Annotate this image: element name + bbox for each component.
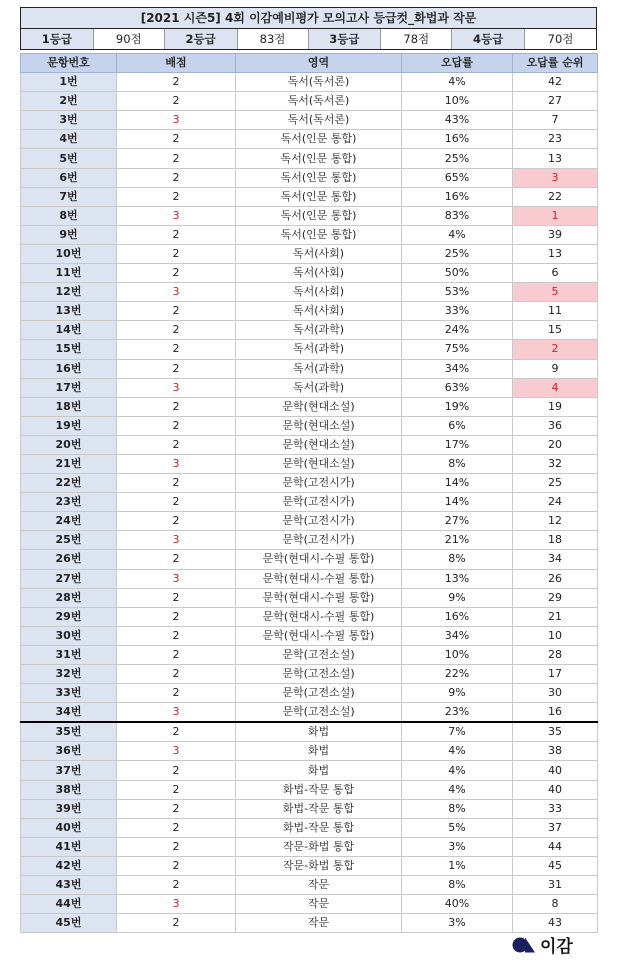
error-rank-cell: 43 — [513, 914, 598, 933]
error-rate-cell: 27% — [402, 512, 513, 531]
table-row — [21, 876, 598, 895]
area-cell: 문학(현대소설) — [236, 435, 402, 454]
error-rate-cell: 3% — [402, 837, 513, 856]
area-cell: 문학(고전시가) — [236, 493, 402, 512]
error-rate-cell: 14% — [402, 493, 513, 512]
error-rank-cell: 42 — [513, 73, 598, 92]
table-row — [21, 225, 598, 244]
table-row — [21, 914, 598, 933]
error-rate-cell: 8% — [402, 876, 513, 895]
error-rank-cell: 26 — [513, 569, 598, 588]
area-cell: 독서(사회) — [236, 264, 402, 283]
error-rank-cell: 27 — [513, 92, 598, 111]
error-rank-cell: 44 — [513, 837, 598, 856]
error-rank-cell: 19 — [513, 397, 598, 416]
column-header: 문항번호 — [21, 54, 117, 73]
error-rate-cell: 10% — [402, 92, 513, 111]
error-rank-cell: 32 — [513, 454, 598, 473]
question-number: 4번 — [21, 130, 117, 149]
question-table — [20, 53, 598, 933]
table-row — [21, 531, 598, 550]
error-rank-cell: 8 — [513, 895, 598, 914]
error-rate-cell: 17% — [402, 435, 513, 454]
question-number: 15번 — [21, 340, 117, 359]
grade-score: 83점 — [238, 29, 309, 49]
area-cell: 독서(인문 통합) — [236, 187, 402, 206]
page-title: [2021 시즌5] 4회 이감예비평가 모의고사 등급컷_화법과 작문 — [20, 7, 597, 28]
question-number: 3번 — [21, 111, 117, 130]
question-number: 2번 — [21, 92, 117, 111]
error-rate-cell: 4% — [402, 225, 513, 244]
table-row — [21, 569, 598, 588]
points-cell: 2 — [117, 225, 236, 244]
question-number: 20번 — [21, 435, 117, 454]
area-cell: 화법-작문 통합 — [236, 818, 402, 837]
area-cell: 독서(사회) — [236, 302, 402, 321]
table-row — [21, 283, 598, 302]
area-cell: 문학(현대소설) — [236, 397, 402, 416]
points-cell: 2 — [117, 264, 236, 283]
table-row — [21, 837, 598, 856]
error-rate-cell: 1% — [402, 856, 513, 875]
points-cell: 3 — [117, 895, 236, 914]
question-number: 41번 — [21, 837, 117, 856]
error-rate-cell: 83% — [402, 206, 513, 225]
error-rank-cell: 2 — [513, 340, 598, 359]
area-cell: 독서(독서론) — [236, 111, 402, 130]
error-rate-cell: 8% — [402, 550, 513, 569]
table-row — [21, 264, 598, 283]
points-cell: 2 — [117, 780, 236, 799]
points-cell: 2 — [117, 684, 236, 703]
column-header: 오답률 — [402, 54, 513, 73]
area-cell: 독서(과학) — [236, 340, 402, 359]
question-number: 27번 — [21, 569, 117, 588]
table-row — [21, 321, 598, 340]
error-rank-cell: 40 — [513, 780, 598, 799]
points-cell: 2 — [117, 130, 236, 149]
question-number: 13번 — [21, 302, 117, 321]
question-number: 36번 — [21, 742, 117, 761]
table-row — [21, 703, 598, 723]
area-cell: 문학(고전시가) — [236, 474, 402, 493]
question-number: 30번 — [21, 626, 117, 645]
points-cell: 3 — [117, 569, 236, 588]
points-cell: 2 — [117, 645, 236, 664]
question-number: 28번 — [21, 588, 117, 607]
error-rank-cell: 12 — [513, 512, 598, 531]
table-row — [21, 187, 598, 206]
error-rate-cell: 10% — [402, 645, 513, 664]
area-cell: 작문 — [236, 914, 402, 933]
question-number: 5번 — [21, 149, 117, 168]
error-rank-cell: 1 — [513, 206, 598, 225]
table-row — [21, 435, 598, 454]
error-rank-cell: 13 — [513, 149, 598, 168]
question-number: 29번 — [21, 607, 117, 626]
error-rate-cell: 65% — [402, 168, 513, 187]
table-row — [21, 340, 598, 359]
error-rank-cell: 31 — [513, 876, 598, 895]
area-cell: 작문-화법 통합 — [236, 856, 402, 875]
error-rate-cell: 9% — [402, 684, 513, 703]
table-body — [21, 73, 598, 933]
table-header-row — [21, 54, 598, 73]
error-rate-cell: 25% — [402, 149, 513, 168]
points-cell: 3 — [117, 531, 236, 550]
error-rank-cell: 36 — [513, 416, 598, 435]
error-rank-cell: 24 — [513, 493, 598, 512]
table-row — [21, 397, 598, 416]
question-number: 25번 — [21, 531, 117, 550]
question-number: 18번 — [21, 397, 117, 416]
error-rate-cell: 40% — [402, 895, 513, 914]
table-row — [21, 722, 598, 742]
area-cell: 독서(사회) — [236, 283, 402, 302]
table-row — [21, 111, 598, 130]
table-row — [21, 454, 598, 473]
grade-label: 2등급 — [165, 29, 238, 49]
error-rate-cell: 4% — [402, 742, 513, 761]
points-cell: 2 — [117, 837, 236, 856]
area-cell: 문학(현대시-수필 통합) — [236, 607, 402, 626]
points-cell: 2 — [117, 321, 236, 340]
question-number: 42번 — [21, 856, 117, 875]
area-cell: 작문 — [236, 895, 402, 914]
table-row — [21, 856, 598, 875]
question-number: 34번 — [21, 703, 117, 723]
points-cell: 2 — [117, 550, 236, 569]
table-row — [21, 168, 598, 187]
area-cell: 독서(인문 통합) — [236, 149, 402, 168]
area-cell: 문학(고전시가) — [236, 531, 402, 550]
table-row — [21, 780, 598, 799]
points-cell: 2 — [117, 722, 236, 742]
area-cell: 문학(고전시가) — [236, 512, 402, 531]
question-number: 32번 — [21, 665, 117, 684]
area-cell: 화법 — [236, 761, 402, 780]
error-rank-cell: 40 — [513, 761, 598, 780]
error-rank-cell: 7 — [513, 111, 598, 130]
error-rank-cell: 9 — [513, 359, 598, 378]
question-number: 10번 — [21, 244, 117, 263]
error-rate-cell: 33% — [402, 302, 513, 321]
grade-score: 70점 — [525, 29, 596, 49]
error-rank-cell: 25 — [513, 474, 598, 493]
error-rate-cell: 21% — [402, 531, 513, 550]
area-cell: 문학(현대시-수필 통합) — [236, 569, 402, 588]
error-rate-cell: 19% — [402, 397, 513, 416]
error-rate-cell: 23% — [402, 703, 513, 723]
question-number: 39번 — [21, 799, 117, 818]
area-cell: 독서(독서론) — [236, 73, 402, 92]
error-rate-cell: 16% — [402, 607, 513, 626]
error-rate-cell: 24% — [402, 321, 513, 340]
area-cell: 문학(현대시-수필 통합) — [236, 588, 402, 607]
points-cell: 2 — [117, 876, 236, 895]
error-rate-cell: 63% — [402, 378, 513, 397]
table-row — [21, 130, 598, 149]
question-number: 17번 — [21, 378, 117, 397]
grade-score: 78점 — [381, 29, 452, 49]
question-number: 12번 — [21, 283, 117, 302]
error-rate-cell: 5% — [402, 818, 513, 837]
area-cell: 작문 — [236, 876, 402, 895]
table-row — [21, 512, 598, 531]
error-rank-cell: 10 — [513, 626, 598, 645]
column-header: 배점 — [117, 54, 236, 73]
question-number: 19번 — [21, 416, 117, 435]
points-cell: 3 — [117, 283, 236, 302]
error-rate-cell: 4% — [402, 73, 513, 92]
grade-label: 3등급 — [309, 29, 382, 49]
table-row — [21, 626, 598, 645]
error-rate-cell: 8% — [402, 799, 513, 818]
question-number: 6번 — [21, 168, 117, 187]
question-number: 1번 — [21, 73, 117, 92]
error-rate-cell: 6% — [402, 416, 513, 435]
area-cell: 독서(인문 통합) — [236, 225, 402, 244]
table-row — [21, 206, 598, 225]
area-cell: 화법-작문 통합 — [236, 780, 402, 799]
area-cell: 화법 — [236, 722, 402, 742]
points-cell: 2 — [117, 761, 236, 780]
area-cell: 문학(현대시-수필 통합) — [236, 626, 402, 645]
points-cell: 2 — [117, 512, 236, 531]
points-cell: 3 — [117, 111, 236, 130]
question-number: 7번 — [21, 187, 117, 206]
table-row — [21, 665, 598, 684]
question-number: 33번 — [21, 684, 117, 703]
question-number: 40번 — [21, 818, 117, 837]
error-rank-cell: 5 — [513, 283, 598, 302]
table-row — [21, 73, 598, 92]
error-rank-cell: 30 — [513, 684, 598, 703]
error-rank-cell: 3 — [513, 168, 598, 187]
area-cell: 문학(현대소설) — [236, 454, 402, 473]
points-cell: 3 — [117, 454, 236, 473]
error-rate-cell: 8% — [402, 454, 513, 473]
table-row — [21, 645, 598, 664]
question-number: 45번 — [21, 914, 117, 933]
table-row — [21, 684, 598, 703]
table-row — [21, 799, 598, 818]
points-cell: 2 — [117, 818, 236, 837]
points-cell: 2 — [117, 416, 236, 435]
column-header: 영역 — [236, 54, 402, 73]
area-cell: 독서(과학) — [236, 321, 402, 340]
area-cell: 화법 — [236, 742, 402, 761]
question-number: 23번 — [21, 493, 117, 512]
question-number: 38번 — [21, 780, 117, 799]
points-cell: 2 — [117, 435, 236, 454]
table-row — [21, 607, 598, 626]
area-cell: 문학(현대소설) — [236, 416, 402, 435]
table-row — [21, 742, 598, 761]
question-number: 14번 — [21, 321, 117, 340]
error-rate-cell: 53% — [402, 283, 513, 302]
error-rate-cell: 13% — [402, 569, 513, 588]
error-rank-cell: 28 — [513, 645, 598, 664]
points-cell: 2 — [117, 73, 236, 92]
table-row — [21, 818, 598, 837]
table-row — [21, 92, 598, 111]
error-rate-cell: 9% — [402, 588, 513, 607]
table-row — [21, 588, 598, 607]
error-rank-cell: 20 — [513, 435, 598, 454]
error-rank-cell: 15 — [513, 321, 598, 340]
error-rank-cell: 45 — [513, 856, 598, 875]
grade-cut-document — [20, 7, 597, 933]
question-number: 21번 — [21, 454, 117, 473]
question-number: 9번 — [21, 225, 117, 244]
error-rank-cell: 21 — [513, 607, 598, 626]
points-cell: 2 — [117, 588, 236, 607]
error-rank-cell: 22 — [513, 187, 598, 206]
question-number: 8번 — [21, 206, 117, 225]
area-cell: 독서(과학) — [236, 359, 402, 378]
question-number: 26번 — [21, 550, 117, 569]
points-cell: 2 — [117, 799, 236, 818]
error-rank-cell: 34 — [513, 550, 598, 569]
question-number: 11번 — [21, 264, 117, 283]
grade-cut-bar — [20, 28, 597, 50]
error-rank-cell: 23 — [513, 130, 598, 149]
error-rank-cell: 16 — [513, 703, 598, 723]
error-rank-cell: 37 — [513, 818, 598, 837]
column-header: 오답률 순위 — [513, 54, 598, 73]
table-row — [21, 359, 598, 378]
brand-logo — [512, 932, 573, 957]
table-row — [21, 550, 598, 569]
area-cell: 문학(고전소설) — [236, 684, 402, 703]
error-rank-cell: 13 — [513, 244, 598, 263]
question-number: 44번 — [21, 895, 117, 914]
area-cell: 작문-화법 통합 — [236, 837, 402, 856]
error-rank-cell: 39 — [513, 225, 598, 244]
table-row — [21, 416, 598, 435]
question-number: 22번 — [21, 474, 117, 493]
error-rank-cell: 29 — [513, 588, 598, 607]
area-cell: 문학(고전소설) — [236, 703, 402, 723]
points-cell: 2 — [117, 493, 236, 512]
logo-text: 이감 — [540, 937, 573, 957]
points-cell: 2 — [117, 340, 236, 359]
table-row — [21, 149, 598, 168]
error-rank-cell: 35 — [513, 722, 598, 742]
area-cell: 독서(인문 통합) — [236, 206, 402, 225]
area-cell: 독서(독서론) — [236, 92, 402, 111]
error-rank-cell: 11 — [513, 302, 598, 321]
error-rate-cell: 14% — [402, 474, 513, 493]
table-row — [21, 244, 598, 263]
table-row — [21, 474, 598, 493]
error-rate-cell: 7% — [402, 722, 513, 742]
question-number: 35번 — [21, 722, 117, 742]
error-rate-cell: 43% — [402, 111, 513, 130]
area-cell: 독서(사회) — [236, 244, 402, 263]
area-cell: 화법-작문 통합 — [236, 799, 402, 818]
points-cell: 2 — [117, 149, 236, 168]
error-rate-cell: 75% — [402, 340, 513, 359]
points-cell: 2 — [117, 302, 236, 321]
points-cell: 3 — [117, 206, 236, 225]
points-cell: 2 — [117, 244, 236, 263]
error-rank-cell: 4 — [513, 378, 598, 397]
table-row — [21, 895, 598, 914]
points-cell: 2 — [117, 914, 236, 933]
points-cell: 2 — [117, 397, 236, 416]
error-rank-cell: 18 — [513, 531, 598, 550]
error-rate-cell: 16% — [402, 187, 513, 206]
grade-label: 1등급 — [21, 29, 94, 49]
error-rate-cell: 16% — [402, 130, 513, 149]
points-cell: 3 — [117, 703, 236, 723]
points-cell: 3 — [117, 742, 236, 761]
grade-label: 4등급 — [452, 29, 525, 49]
question-number: 24번 — [21, 512, 117, 531]
igam-logo-icon — [512, 935, 536, 955]
area-cell: 독서(인문 통합) — [236, 130, 402, 149]
points-cell: 2 — [117, 92, 236, 111]
error-rate-cell: 50% — [402, 264, 513, 283]
points-cell: 2 — [117, 474, 236, 493]
question-number: 37번 — [21, 761, 117, 780]
error-rate-cell: 4% — [402, 761, 513, 780]
points-cell: 2 — [117, 856, 236, 875]
error-rate-cell: 25% — [402, 244, 513, 263]
error-rate-cell: 22% — [402, 665, 513, 684]
points-cell: 2 — [117, 607, 236, 626]
error-rate-cell: 34% — [402, 359, 513, 378]
error-rank-cell: 17 — [513, 665, 598, 684]
points-cell: 2 — [117, 168, 236, 187]
error-rank-cell: 38 — [513, 742, 598, 761]
table-row — [21, 761, 598, 780]
points-cell: 2 — [117, 665, 236, 684]
question-number: 31번 — [21, 645, 117, 664]
grade-score: 90점 — [94, 29, 165, 49]
error-rank-cell: 6 — [513, 264, 598, 283]
points-cell: 2 — [117, 187, 236, 206]
area-cell: 문학(현대시-수필 통합) — [236, 550, 402, 569]
question-number: 43번 — [21, 876, 117, 895]
area-cell: 독서(과학) — [236, 378, 402, 397]
points-cell: 2 — [117, 626, 236, 645]
error-rate-cell: 34% — [402, 626, 513, 645]
area-cell: 문학(고전소설) — [236, 665, 402, 684]
error-rate-cell: 3% — [402, 914, 513, 933]
table-row — [21, 378, 598, 397]
area-cell: 문학(고전소설) — [236, 645, 402, 664]
points-cell: 3 — [117, 378, 236, 397]
area-cell: 독서(인문 통합) — [236, 168, 402, 187]
points-cell: 2 — [117, 359, 236, 378]
table-row — [21, 493, 598, 512]
error-rank-cell: 33 — [513, 799, 598, 818]
question-number: 16번 — [21, 359, 117, 378]
table-row — [21, 302, 598, 321]
error-rate-cell: 4% — [402, 780, 513, 799]
